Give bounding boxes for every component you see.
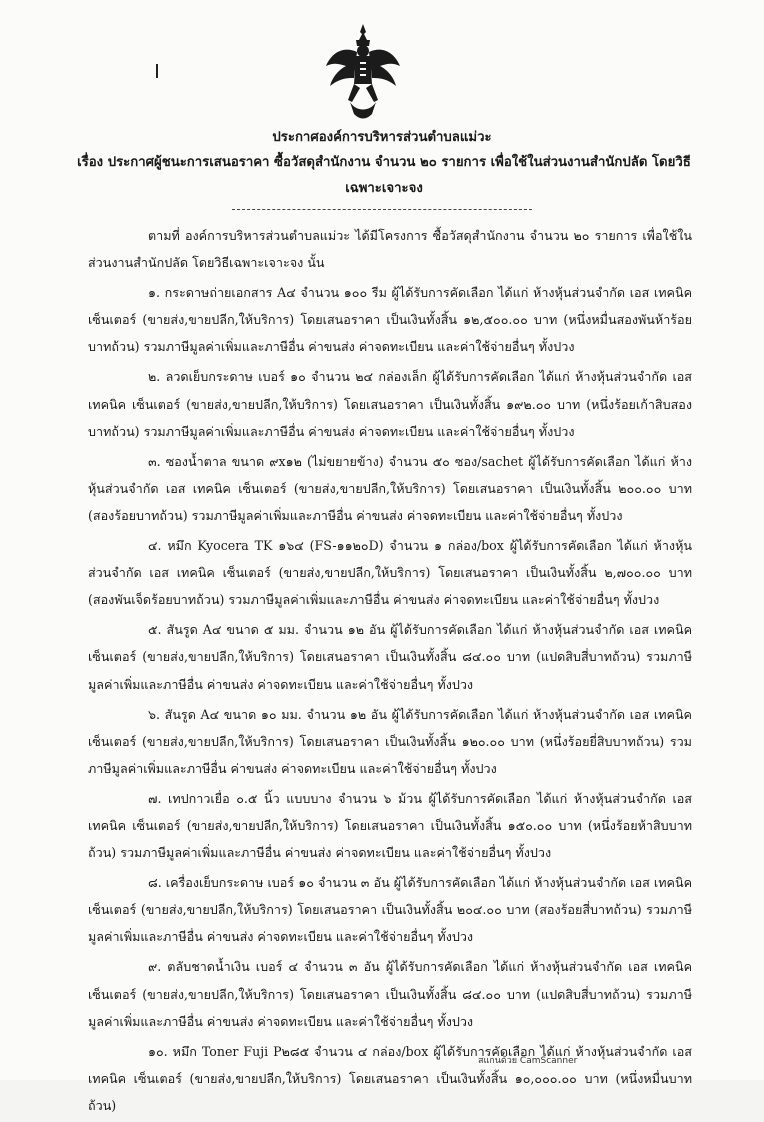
- list-item: ๘. เครื่องเย็บกระดาษ เบอร์ ๑๐ จำนวน ๓ อัน ผู้ได้รับการคัดเลือก ได้แก่ ห้างหุ้นส่วนจำกัด เอส เทคนิค เซ็นเตอร์ (ขายส่ง,ขายปลีก,ให้บริการ) โดยเสนอราคา เป็นเงินทั้งสิ้น ๒๐๔.๐๐ บาท (สองร้อยสี่บาทถ้วน) รวมภาษีมูลค่าเพิ่มและภาษีอื่น ค่าขนส่ง ค่าจดทะเบียน และค่าใช้จ่ายอื่นๆ ทั้งปวง: [88, 875, 692, 945]
- list-item: ๒. ลวดเย็บกระดาษ เบอร์ ๑๐ จำนวน ๒๔ กล่องเล็ก ผู้ได้รับการคัดเลือก ได้แก่ ห้างหุ้นส่วนจำกัด เอส เทคนิค เซ็นเตอร์ (ขายส่ง,ขายปลีก,ให้บริการ) โดยเสนอราคา เป็นเงินทั้งสิ้น ๑๙๒.๐๐ บาท (หนึ่งร้อยเก้าสิบสองบาทถ้วน) รวมภาษีมูลค่าเพิ่มและภาษีอื่น ค่าขนส่ง ค่าจดทะเบียน และค่าใช้จ่ายอื่นๆ ทั้งปวง: [88, 369, 692, 439]
- list-item: ๙. ตลับชาดน้ำเงิน เบอร์ ๔ จำนวน ๓ อัน ผู้ได้รับการคัดเลือก ได้แก่ ห้างหุ้นส่วนจำกัด เอส เทคนิค เซ็นเตอร์ (ขายส่ง,ขายปลีก,ให้บริการ) โดยเสนอราคา เป็นเงินทั้งสิ้น ๘๔.๐๐ บาท (แปดสิบสี่บาทถ้วน) รวมภาษีมูลค่าเพิ่มและภาษีอื่น ค่าขนส่ง ค่าจดทะเบียน และค่าใช้จ่ายอื่นๆ ทั้งปวง: [88, 959, 692, 1029]
- document-body: [88, 222, 692, 1122]
- list-item: ๑๐. หมึก Toner Fuji P๒๘๕ จำนวน ๔ กล่อง/box ผู้ได้รับการคัดเลือก ได้แก่ ห้างหุ้นส่วนจำกัด เอส เทคนิค เซ็นเตอร์ (ขายส่ง,ขายปลีก,ให้บริการ) โดยเสนอราคา เป็นเงินทั้งสิ้น ๑๐,๐๐๐.๐๐ บาท (หนึ่งหมื่นบาทถ้วน): [88, 1043, 692, 1113]
- list-item: ๔. หมึก Kyocera TK ๑๖๔ (FS-๑๑๒๐D) จำนวน ๑ กล่อง/box ผู้ได้รับการคัดเลือก ได้แก่ ห้างหุ้นส่วนจำกัด เอส เทคนิค เซ็นเตอร์ (ขายส่ง,ขายปลีก,ให้บริการ) โดยเสนอราคา เป็นเงินทั้งสิ้น ๒,๗๐๐.๐๐ บาท (สองพันเจ็ดร้อยบาทถ้วน) รวมภาษีมูลค่าเพิ่มและภาษีอื่น ค่าขนส่ง ค่าจดทะเบียน และค่าใช้จ่ายอื่นๆ ทั้งปวง: [88, 538, 692, 608]
- scanner-watermark: สแกนด้วย CamScanner: [478, 1056, 578, 1066]
- announcement-subject: เรื่อง ประกาศผู้ชนะการเสนอราคา ซื้อวัสดุสำนักงาน จำนวน ๒๐ รายการ เพื่อใช้ในส่วนงานสำนักปลัด โดยวิธีเฉพาะเจาะจง: [77, 155, 691, 196]
- list-item: ๑. กระดาษถ่ายเอกสาร A๔ จำนวน ๑๐๐ รีม ผู้ได้รับการคัดเลือก ได้แก่ ห้างหุ้นส่วนจำกัด เอส เทคนิค เซ็นเตอร์ (ขายส่ง,ขายปลีก,ให้บริการ) โดยเสนอราคา เป็นเงินทั้งสิ้น ๑๒,๕๐๐.๐๐ บาท (หนึ่งหมื่นสองพันห้าร้อยบาทถ้วน) รวมภาษีมูลค่าเพิ่มและภาษีอื่น ค่าขนส่ง ค่าจดทะเบียน และค่าใช้จ่ายอื่นๆ ทั้งปวง: [88, 285, 692, 355]
- intro-paragraph: ตามที่ องค์การบริหารส่วนตำบลแม่วะ ได้มีโครงการ ซื้อวัสดุสำนักงาน จำนวน ๒๐ รายการ เพื่อใช้ในส่วนงานสำนักปลัด โดยวิธีเฉพาะเจาะจง นั้น: [88, 228, 692, 271]
- announcement-issuer: ประกาศองค์การบริหารส่วนตำบลแม่วะ: [272, 130, 492, 145]
- stray-mark: [156, 64, 158, 78]
- list-item: ๓. ซองน้ำตาล ขนาด ๙x๑๒ (ไม่ขยายข้าง) จำนวน ๕๐ ซอง/sachet ผู้ได้รับการคัดเลือก ได้แก่ ห้างหุ้นส่วนจำกัด เอส เทคนิค เซ็นเตอร์ (ขายส่ง,ขายปลีก,ให้บริการ) โดยเสนอราคา เป็นเงินทั้งสิ้น ๒๐๐.๐๐ บาท (สองร้อยบาทถ้วน) รวมภาษีมูลค่าเพิ่มและภาษีอื่น ค่าขนส่ง ค่าจดทะเบียน และค่าใช้จ่ายอื่นๆ ทั้งปวง: [88, 453, 692, 523]
- garuda-emblem-icon: [322, 22, 404, 122]
- list-item: ๗. เทปกาวเยื่อ ๐.๕ นิ้ว แบบบาง จำนวน ๖ ม้วน ผู้ได้รับการคัดเลือก ได้แก่ ห้างหุ้นส่วนจำกัด เอส เทคนิค เซ็นเตอร์ (ขายส่ง,ขายปลีก,ให้บริการ) โดยเสนอราคา เป็นเงินทั้งสิ้น ๑๕๐.๐๐ บาท (หนึ่งร้อยห้าสิบบาทถ้วน) รวมภาษีมูลค่าเพิ่มและภาษีอื่น ค่าขนส่ง ค่าจดทะเบียน และค่าใช้จ่ายอื่นๆ ทั้งปวง: [88, 790, 692, 861]
- list-item: ๖. สันรูด A๔ ขนาด ๑๐ มม. จำนวน ๑๒ อัน ผู้ได้รับการคัดเลือก ได้แก่ ห้างหุ้นส่วนจำกัด เอส เทคนิค เซ็นเตอร์ (ขายส่ง,ขายปลีก,ให้บริการ) โดยเสนอราคา เป็นเงินทั้งสิ้น ๑๒๐.๐๐ บาท (หนึ่งร้อยยี่สิบบาทถ้วน) รวมภาษีมูลค่าเพิ่มและภาษีอื่น ค่าขนส่ง ค่าจดทะเบียน และค่าใช้จ่ายอื่นๆ ทั้งปวง: [88, 706, 692, 776]
- list-item: ๕. สันรูด A๔ ขนาด ๕ มม. จำนวน ๑๒ อัน ผู้ได้รับการคัดเลือก ได้แก่ ห้างหุ้นส่วนจำกัด เอส เทคนิค เซ็นเตอร์ (ขายส่ง,ขายปลีก,ให้บริการ) โดยเสนอราคา เป็นเงินทั้งสิ้น ๘๔.๐๐ บาท (แปดสิบสี่บาทถ้วน) รวมภาษีมูลค่าเพิ่มและภาษีอื่น ค่าขนส่ง ค่าจดทะเบียน และค่าใช้จ่ายอื่นๆ ทั้งปวง: [88, 622, 692, 692]
- divider-line: [232, 209, 532, 210]
